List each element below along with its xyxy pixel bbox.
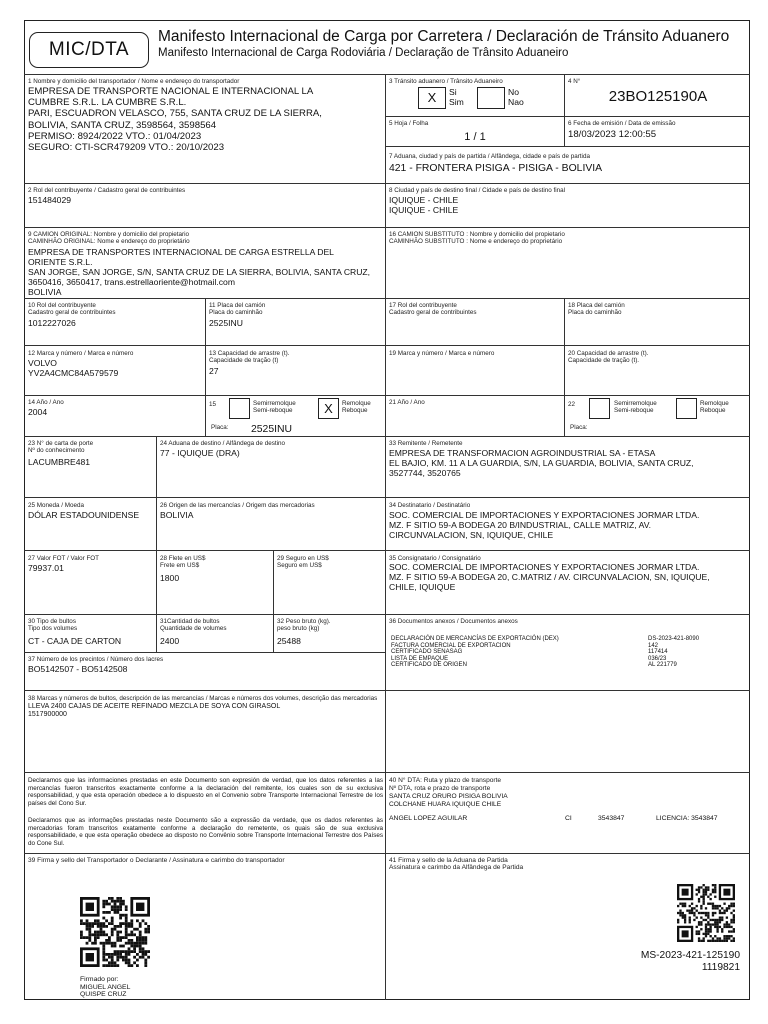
departure-customs: 421 - FRONTERA PISIGA - PISIGA - BOLIVIA <box>389 163 603 174</box>
divider <box>205 298 206 436</box>
mic-dta-logo: MIC/DTA <box>29 32 149 68</box>
customs-signature-qr-code <box>677 884 735 942</box>
seal-numbers: BO5142507 - BO5142508 <box>28 664 128 674</box>
substitute-trailer-checkbox[interactable] <box>676 398 697 419</box>
gross-weight: 25488 <box>277 636 301 646</box>
semitrailer-label: Semirremolque Semi-reboque <box>253 400 296 415</box>
trailer-label: Remolque Reboque <box>342 400 371 415</box>
divider <box>385 772 386 1000</box>
field-31-label: 31Cantidad de bultos Quantidade de volumes <box>160 618 227 633</box>
substitute-plate-label: Placa: <box>570 424 588 431</box>
divider <box>273 550 274 652</box>
field-33-label: 33 Remitente / Remetente <box>389 440 463 447</box>
field-2-label: 2 Rol del contribuyente / Cadastro geral de contribuintes <box>28 187 186 194</box>
package-count: 2400 <box>160 636 180 646</box>
field-24-label: 24 Aduana de destino / Alfândega de destino <box>160 440 285 447</box>
fot-value: 79937.01 <box>28 563 64 573</box>
divider <box>385 116 750 117</box>
freight-usd: 1800 <box>160 573 180 583</box>
field-36-label: 36 Documentos anexos / Documentos anexos <box>389 618 518 625</box>
divider <box>24 853 750 854</box>
field-12-label: 12 Marca y número / Marca e número <box>28 350 134 357</box>
towing-capacity: 27 <box>209 366 219 376</box>
divider <box>24 183 750 184</box>
divider <box>24 652 385 653</box>
transit-no-label: No Nao <box>508 87 524 107</box>
field-30-label: 30 Tipo de bultos Tipo dos volumes <box>28 618 78 633</box>
divider <box>24 497 750 498</box>
divider <box>24 614 750 615</box>
field-9-label: 9 CAMION ORIGINAL: Nombre y domicilio del propietario CAMINHÃO ORIGINAL: Nome e endereço do proprietário <box>28 231 190 246</box>
field-14-label: 14 Año / Ano <box>28 399 64 406</box>
divider <box>24 395 750 396</box>
divider <box>564 74 565 146</box>
divider <box>24 772 750 773</box>
trailer-plate: 2525INU <box>251 424 293 435</box>
field-3-label: 3 Tránsito aduanero / Trânsito Aduaneiro <box>389 78 503 85</box>
goods-description: LLEVA 2400 CAJAS DE ACEITE REFINADO MEZCLA DE SOYA CON GIRASOL 1517900000 <box>28 703 281 719</box>
divider <box>385 146 750 147</box>
transit-no-checkbox[interactable] <box>477 87 505 109</box>
field-37-label: 37 Número de los precintos / Número dos lacres <box>28 656 164 663</box>
field-4-label: 4 N° <box>568 78 581 85</box>
truck-owner: EMPRESA DE TRANSPORTES INTERNACIONAL DE CARGA ESTRELLA DEL ORIENTE S.R.L. SAN JORGE, SAN JORGE, S/N, SANTA CRUZ DE LA SIERRA, BOLIVIA, SANTA CRUZ, 3650416, 3650417, trans.estrellaoriente@hotmail.com BOLIVIA <box>28 247 371 297</box>
divider <box>24 298 750 299</box>
divider <box>564 298 565 436</box>
page-title: Manifesto Internacional de Carga por Carretera / Declaración de Tránsito Aduanero <box>158 28 730 45</box>
divider <box>24 74 750 75</box>
field-20-label: 20 Capacidad de arrastre (t). Capacidade de tração (t). <box>568 350 649 365</box>
field-5-label: 5 Hoja / Folha <box>389 120 429 127</box>
field-15-label: 15 <box>209 401 217 408</box>
driver-name: ANGEL LOPEZ AGUILAR <box>389 815 468 822</box>
substitute-semitrailer-checkbox[interactable] <box>589 398 610 419</box>
field-16-label: 16 CAMION SUBSTITUTO : Nombre y domicilio del propietario CAMINHÃO SUBSTITUTO : Nome e endereço do proprietário <box>389 231 565 246</box>
field-21-label: 21 Año / Ano <box>389 399 425 406</box>
divider <box>156 436 157 652</box>
package-type: CT - CAJA DE CARTON <box>28 636 122 646</box>
driver-ci-label: CI <box>565 815 572 822</box>
trailer-checkbox[interactable]: X <box>318 398 339 419</box>
document-number: 23BO125190A <box>608 88 708 105</box>
field-1-label: 1 Nombre y domicilio del transportador / Nome e endereço do transportador <box>28 78 240 85</box>
transit-yes-checkbox[interactable]: X <box>418 87 446 109</box>
field-7-label: 7 Aduana, ciudad y país de partida / Alfândega, cidade e país de partida <box>389 153 590 160</box>
carrier-name-address: EMPRESA DE TRANSPORTE NACIONAL E INTERNACIONAL LA CUMBRE S.R.L. LA CUMBRE S.R.L. PARI, ESCUADRON VELASCO, 755, SANTA CRUZ DE LA SIERRA, BOLIVIA, SANTA CRUZ, 3598564, 3598564 PERMISO: 8924/2022 VTO.: 01/04/2023 SEGURO: CTI-SCR479209 VTO.: 20/10/2023 <box>28 86 322 154</box>
field-11-label: 11 Placa del camión Placa do caminhão <box>209 302 266 317</box>
field-27-label: 27 Valor FOT / Valor FOT <box>28 555 100 562</box>
signed-by: Firmado por: MIGUEL ANGEL QUISPE CRUZ <box>80 976 131 999</box>
sender: EMPRESA DE TRANSFORMACION AGROINDUSTRIAL SA - ETASA EL BAJIO, KM. 11 A LA GUARDIA, S/N, LA GUARDIA, BOLIVIA, SANTA CRUZ, 3527744, 3520765 <box>389 448 694 478</box>
field-29-label: 29 Seguro en US$ Seguro em US$ <box>277 555 329 570</box>
truck-make-vin: VOLVO YV2A4CMC84A579579 <box>28 358 119 378</box>
attached-documents-list: DECLARACIÓN DE MERCANCÍAS DE EXPORTACIÓN (DEX) FACTURA COMERCIAL DE EXPORTACION CERTIFICADO SENASAG LISTA DE EMPAQUE CERTIFICADO DE ORIGEN <box>391 636 559 669</box>
field-39-label: 39 Firma y sello del Transportador o Declarante / Assinatura e carimbo do transportador <box>28 857 285 864</box>
issue-date: 18/03/2023 12:00:55 <box>568 129 657 140</box>
field-34-label: 34 Destinatario / Destinatário <box>389 502 471 509</box>
attached-documents-numbers: DS-2023-421-8090 142 117414 036/23 AL 221779 <box>648 636 700 669</box>
substitute-semitrailer-label: Semirremolque Semi-reboque <box>614 400 657 415</box>
field-40-label: 40 N° DTA: Ruta y plazo de transporte Nº DTA, rota e prazo de transporte <box>389 777 502 792</box>
page-subtitle: Manifesto Internacional de Carga Rodoviária / Declaração de Trânsito Aduaneiro <box>158 47 569 59</box>
divider <box>24 345 750 346</box>
field-22-label: 22 <box>568 401 576 408</box>
semitrailer-checkbox[interactable] <box>229 398 250 419</box>
declaration-portuguese: Declaramos que as informações prestadas neste Documento são a expressão da verdade, que os dados referentes às mercadorias foram transcritos exatamente conforme a declaração do remetente, os quais são de sua exclusiva responsabilidade, e que esta operação obedece ao disposto no Convênio sobre Transporte Internacional Terrestre dos Países do Cone Sul. <box>28 817 383 848</box>
field-28-label: 28 Flete en US$ Frete em US$ <box>160 555 206 570</box>
field-35-label: 35 Consignatario / Consignatário <box>389 555 481 562</box>
field-41-label: 41 Firma y sello de la Aduana de Partida Assinatura e carimbo da Alfândega de Partida <box>389 857 524 872</box>
field-17-label: 17 Rol del contribuyente Cadastro geral de contribuintes <box>389 302 477 317</box>
field-6-label: 6 Fecha de emisión / Data de emissão <box>568 120 676 127</box>
driver-ci-number: 3543847 <box>598 815 625 822</box>
substitute-trailer-label: Remolque Reboque <box>700 400 729 415</box>
field-32-label: 32 Peso bruto (kg). peso bruto (kg) <box>277 618 331 633</box>
field-13-label: 13 Capacidad de arrastre (t). Capacidade de tração (t) <box>209 350 290 365</box>
field-8-label: 8 Ciudad y país de destino final / Cidade e país de destino final <box>389 187 566 194</box>
divider <box>24 550 750 551</box>
consignee: SOC. COMERCIAL DE IMPORTACIONES Y EXPORTACIONES JORMAR LTDA. MZ. F SITIO 59-A BODEGA 20, C.MATRIZ / AV. CIRCUNVALACION, SN, IQUIQUE, CHILE, IQUIQUE <box>389 562 710 592</box>
waybill-number: LACUMBRE481 <box>28 457 91 467</box>
field-38-label: 38 Marcas y números de bultos, descripción de las mercancías / Marcas e números dos volumes, descrição das mercadorias <box>28 695 378 702</box>
customs-reference-code: 1119821 <box>701 962 740 973</box>
field-19-label: 19 Marca y número / Marca e número <box>389 350 495 357</box>
trailer-plate-label: Placa: <box>211 424 229 431</box>
transit-yes-label: Si Sim <box>449 87 464 107</box>
truck-year: 2004 <box>28 407 48 417</box>
destination-customs: 77 - IQUIQUE (DRA) <box>160 448 240 458</box>
field-10-label: 10 Rol del contribuyente Cadastro geral de contribuintes <box>28 302 116 317</box>
divider <box>385 74 386 772</box>
divider <box>24 436 750 437</box>
field-26-label: 26 Origen de las mercancías / Origem das mercadorias <box>160 502 315 509</box>
field-23-label: 23 N° de carta de porte Nº do conhecimento <box>28 440 94 455</box>
driver-license: LICENCIA: 3543847 <box>656 815 718 822</box>
field-18-label: 18 Placa del camión Placa do caminhão <box>568 302 625 317</box>
sheet-number: 1 / 1 <box>464 131 486 143</box>
divider <box>24 227 750 228</box>
owner-taxpayer-id: 1012227026 <box>28 318 76 328</box>
truck-plate: 2525INU <box>209 318 243 328</box>
goods-origin: BOLIVIA <box>160 510 194 520</box>
divider <box>24 690 750 691</box>
field-25-label: 25 Moneda / Moeda <box>28 502 85 509</box>
taxpayer-id: 151484029 <box>28 195 72 205</box>
carrier-signature-qr-code <box>80 897 150 967</box>
recipient: SOC. COMERCIAL DE IMPORTACIONES Y EXPORTACIONES JORMAR LTDA. MZ. F SITIO 59-A BODEGA 20 B/INDUSTRIAL, CALLE MATRIZ, AV. CIRCUNVALACION, SN, IQUIQUE, CHILE <box>389 510 700 540</box>
final-destination: IQUIQUE - CHILE IQUIQUE - CHILE <box>389 195 459 215</box>
transport-route: SANTA CRUZ ORURO PISIGA BOLIVIA COLCHANE HUARA IQUIQUE CHILE <box>389 793 508 808</box>
customs-reference: MS-2023-421-125190 <box>640 950 740 961</box>
declaration-spanish: Declaramos que las informaciones prestadas en este Documento son expresión de verdad, que los datos referentes a las mercancías fueron transcritos exactamente conforme a la declaración del remitente, los cuales son de su exclusiva responsabilidad, y que esta operación obedece a lo dispuesto en el Convenio sobre Transporte Internacional Terrestre de los países del Cono Sur. <box>28 777 383 808</box>
currency: DÓLAR ESTADOUNIDENSE <box>28 510 140 520</box>
